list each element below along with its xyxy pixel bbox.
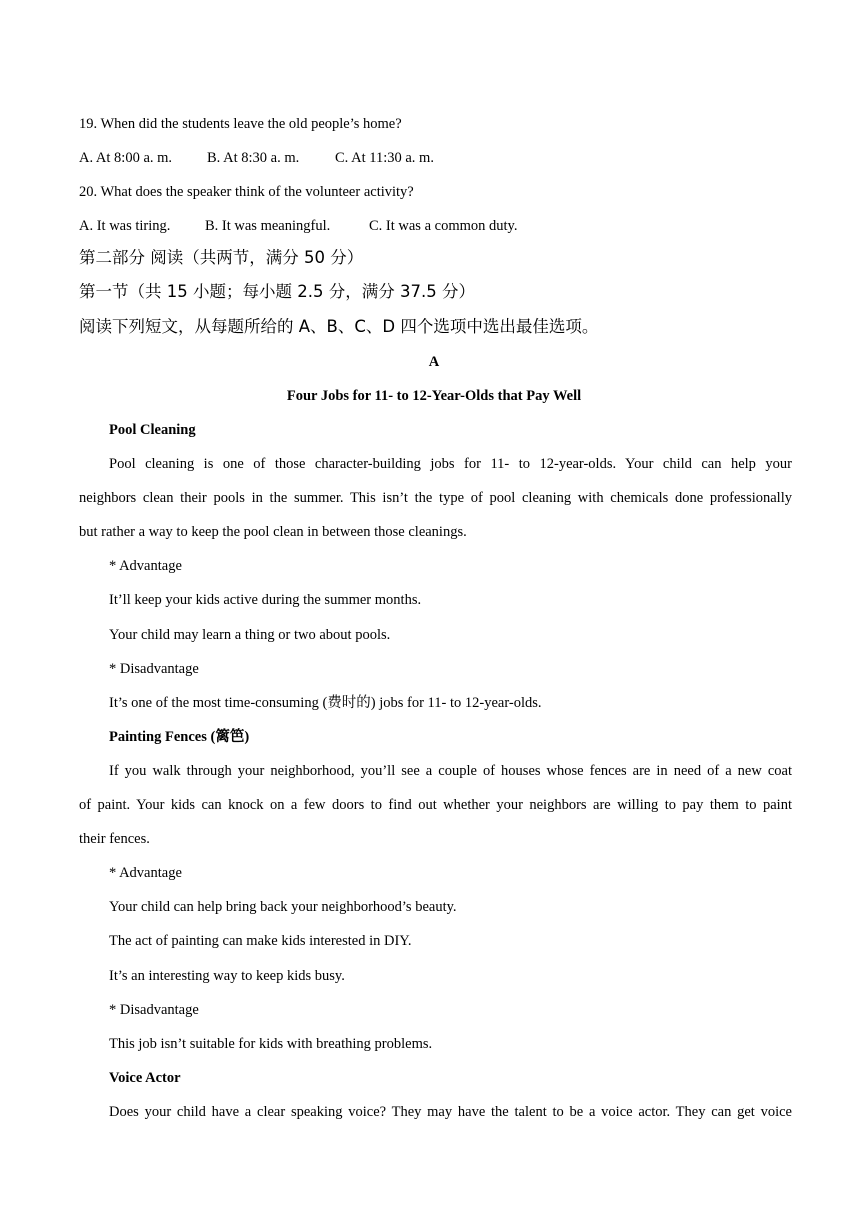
fences-disadvantage-label: * Disadvantage (109, 1002, 199, 1018)
q19-option-c: C. At 11:30 a. m. (335, 150, 434, 166)
q19-option-b: B. At 8:30 a. m. (207, 150, 300, 166)
pool-heading: Pool Cleaning (109, 422, 196, 438)
fences-advantage-1: Your child can help bring back your neighborhood’s beauty. (109, 899, 457, 915)
pool-disadvantage-1: It’s one of the most time-consuming (费时的) jobs for 11- to 12-year-olds. (109, 695, 542, 711)
pool-advantage-1: It’ll keep your kids active during the summer months. (109, 592, 422, 608)
part-heading: 第二部分 阅读（共两节，满分 50 分） (79, 248, 364, 267)
fences-heading: Painting Fences (篱笆) (109, 729, 250, 745)
q20-option-a: A. It was tiring. (79, 218, 171, 234)
reading-instruction: 阅读下列短文，从每题所给的 A、B、C、D 四个选项中选出最佳选项。 (79, 317, 599, 336)
voice-para-line-1: Does your child have a clear speaking voice? They may have the talent to be a voice actor. They can get voice (109, 1104, 792, 1120)
fences-advantage-3: It’s an interesting way to keep kids busy. (109, 968, 345, 984)
q20-option-c: C. It was a common duty. (369, 218, 518, 234)
q19-options (79, 149, 434, 167)
q20-option-b: B. It was meaningful. (205, 218, 331, 234)
fences-para-line-1: If you walk through your neighborhood, you’ll see a couple of houses whose fences are in need of a new coat (109, 763, 792, 779)
voice-heading: Voice Actor (109, 1070, 181, 1086)
fences-advantage-2: The act of painting can make kids interested in DIY. (109, 933, 412, 949)
passage-title: Four Jobs for 11- to 12-Year-Olds that Pay Well (286, 388, 582, 404)
section-heading: 第一节（共 15 小题；每小题 2.5 分，满分 37.5 分） (79, 282, 475, 301)
q19-option-a: A. At 8:00 a. m. (79, 150, 173, 166)
pool-disadvantage-label: * Disadvantage (109, 661, 199, 677)
q20-question: 20. What does the speaker think of the volunteer activity? (79, 184, 414, 200)
fences-disadvantage-1: This job isn’t suitable for kids with breathing problems. (109, 1036, 433, 1052)
q20-options (79, 217, 517, 235)
pool-para-line-2: neighbors clean their pools in the summer. This isn’t the type of pool cleaning with chemicals done professionally (79, 490, 792, 506)
passage-letter: A (428, 354, 440, 370)
pool-para-line-3: but rather a way to keep the pool clean in between those cleanings. (79, 524, 467, 540)
fences-para-line-3: their fences. (79, 831, 150, 847)
q19-question: 19. When did the students leave the old people’s home? (79, 116, 402, 132)
pool-advantage-2: Your child may learn a thing or two about pools. (109, 627, 391, 643)
fences-para-line-2: of paint. Your kids can knock on a few doors to find out whether your neighbors are willing to pay them to paint (79, 797, 792, 813)
pool-para-line-1: Pool cleaning is one of those character-building jobs for 11- to 12-year-olds. Your child can help your (109, 456, 792, 472)
pool-advantage-label: * Advantage (109, 558, 182, 574)
fences-advantage-label: * Advantage (109, 865, 182, 881)
